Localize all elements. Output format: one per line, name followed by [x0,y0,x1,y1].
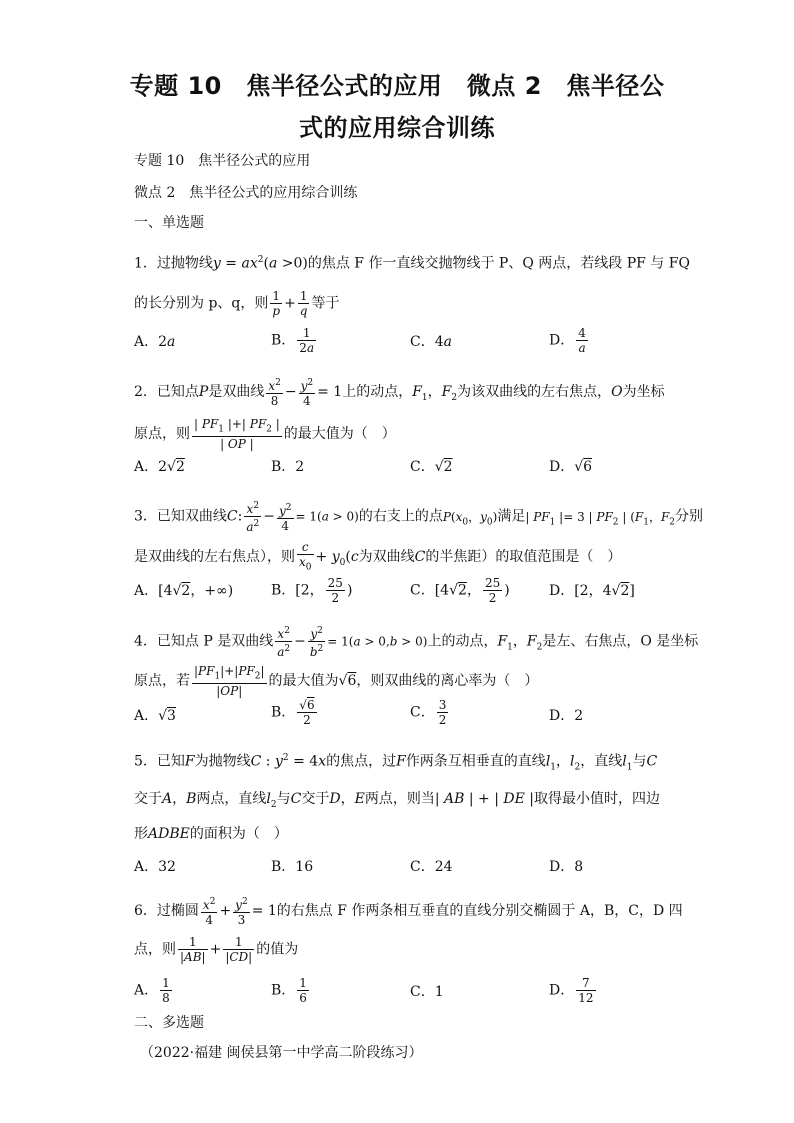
q3-option-b[interactable]: B．[2， $\frac{25}{2}$ ) [271,576,353,605]
q1-option-d[interactable]: D． $\frac{4}{a}$ [549,326,586,355]
q6-option-b[interactable]: B． $\frac{1}{6}$ [271,976,307,1005]
q1-text: 的焦点 F 作一直线交抛物线于 P、Q 两点，若线段 PF 与 FQ [307,255,690,272]
subtopic-heading: 微点 2 焦半径公式的应用综合训练 [134,185,358,201]
q4-option-d[interactable]: D．2 [549,708,584,724]
q1-option-b[interactable]: B． $\frac{1}{2a}$ [271,326,315,355]
q2-option-c[interactable]: C．√2 [410,459,453,475]
q5-option-c[interactable]: C．24 [410,859,453,875]
question-6-line-1: 6．过椭圆 $\frac{x^2}{4}$ + $\frac{y^2}{3}$ = 1的右焦点 F 作两条相互垂直的直线分别交椭圆于 A，B，C，D 四 [134,897,683,927]
q4-option-a[interactable]: A．√3 [134,708,176,724]
q1-option-a[interactable]: A．2a [134,334,176,350]
question-2-line-1: 2．已知点P是双曲线 $\frac{x^2}{8}$ − $\frac{y^2}{4}$ = 1上的动点，$F_1$，$F_2$为该双曲线的左右焦点，O为坐标 [134,378,665,408]
section-single-choice: 一、单选题 [134,215,204,231]
q3-option-a[interactable]: A．[4√2，+∞) [134,583,234,599]
question-1-line-2: 的长分别为 p、q，则 $\frac{1}{p}$ + $\frac{1}{q}$ 等于 [134,289,340,318]
q4-option-b[interactable]: B． $\frac{√6}{2}$ [271,698,315,727]
q1-formula-fraction: $\frac{1}{p}$ [272,289,281,318]
q2-option-a[interactable]: A．2√2 [134,459,185,475]
q5-option-b[interactable]: B．16 [271,859,314,875]
question-source: （2022·福建 闽侯县第一中学高二阶段练习） [140,1045,423,1061]
question-3-line-1: 3．已知双曲线C: $\frac{x^2}{a^2}$ − $\frac{y^2}{4}$ = 1(a > 0)的右支上的点$P(x_0$，$y_0$)满足| $PF_1$ |= 3 | $PF_2$ | ($F_1$，$F_2$分别 [134,501,704,534]
q5-option-d[interactable]: D．8 [549,859,584,875]
question-1-line-1: 1．过抛物线$y = ax^2(a >0)$的焦点 F 作一直线交抛物线于 P、Q 两点，若线段 PF 与 FQ [134,255,690,272]
q1-formula-parabola: y [212,255,221,272]
page-title-line-2: 式的应用综合训练 [299,114,495,142]
q1-text: 的长分别为 p、q，则 [134,295,269,312]
q1-text: 等于 [311,295,340,312]
question-2-line-2: 原点，则 $\frac{| PF_1 |+| PF_2 |}{| OP |}$ 的最大值为（ ） [134,417,396,452]
topic-heading: 专题 10 焦半径公式的应用 [134,153,311,169]
q6-option-a[interactable]: A． $\frac{1}{8}$ [134,976,170,1005]
question-4-line-1: 4．已知点 P 是双曲线 $\frac{x^2}{a^2}$ − $\frac{y^2}{b^2}$ = 1(a > 0,b > 0)上的动点，$F_1$，$F_2$是左、右焦点，O 是坐标 [134,626,699,659]
q1-option-c[interactable]: C．4a [410,334,452,350]
q3-option-d[interactable]: D．[2，4√2] [549,583,635,599]
question-4-line-2: 原点，若 $\frac{|PF_1|+|PF_2|}{|OP|}$ 的最大值为√6，则双曲线的离心率为（ ） [134,664,539,699]
question-3-line-2: 是双曲线的左右焦点），则 $\frac{c}{x_0}$ + $y_0(c$为双曲线C的半焦距）的取值范围是（ ） [134,540,622,573]
q3-option-c[interactable]: C．[4√2， $\frac{25}{2}$ ) [410,576,510,605]
q2-option-b[interactable]: B．2 [271,459,305,475]
q4-option-c[interactable]: C． $\frac{3}{2}$ [410,698,447,727]
q5-option-a[interactable]: A．32 [134,859,176,875]
section-multiple-choice: 二、多选题 [134,1015,204,1031]
question-5-line-3: 形ADBE的面积为（ ） [134,826,288,842]
q6-option-d[interactable]: D． $\frac{7}{12}$ [549,976,594,1005]
q6-option-c[interactable]: C．1 [410,984,444,1000]
question-5-line-1: 5．已知F为抛物线C : $y^2 = 4x$的焦点，过F作两条互相垂直的直线$l_1$，$l_2$，直线$l_1$与C [134,753,658,773]
q2-option-d[interactable]: D．√6 [549,459,593,475]
q1-text: 1．过抛物线 [134,255,213,272]
question-6-line-2: 点，则 $\frac{1}{|AB|}$ + $\frac{1}{|CD|}$ 的值为 [134,935,299,964]
page-title-line-1: 专题 10 焦半径公式的应用 微点 2 焦半径公 [129,72,665,100]
question-5-line-2: 交于A，B两点，直线$l_2$与C交于D，E两点，则当| AB | + | DE |取得最小值时，四边 [134,791,660,810]
